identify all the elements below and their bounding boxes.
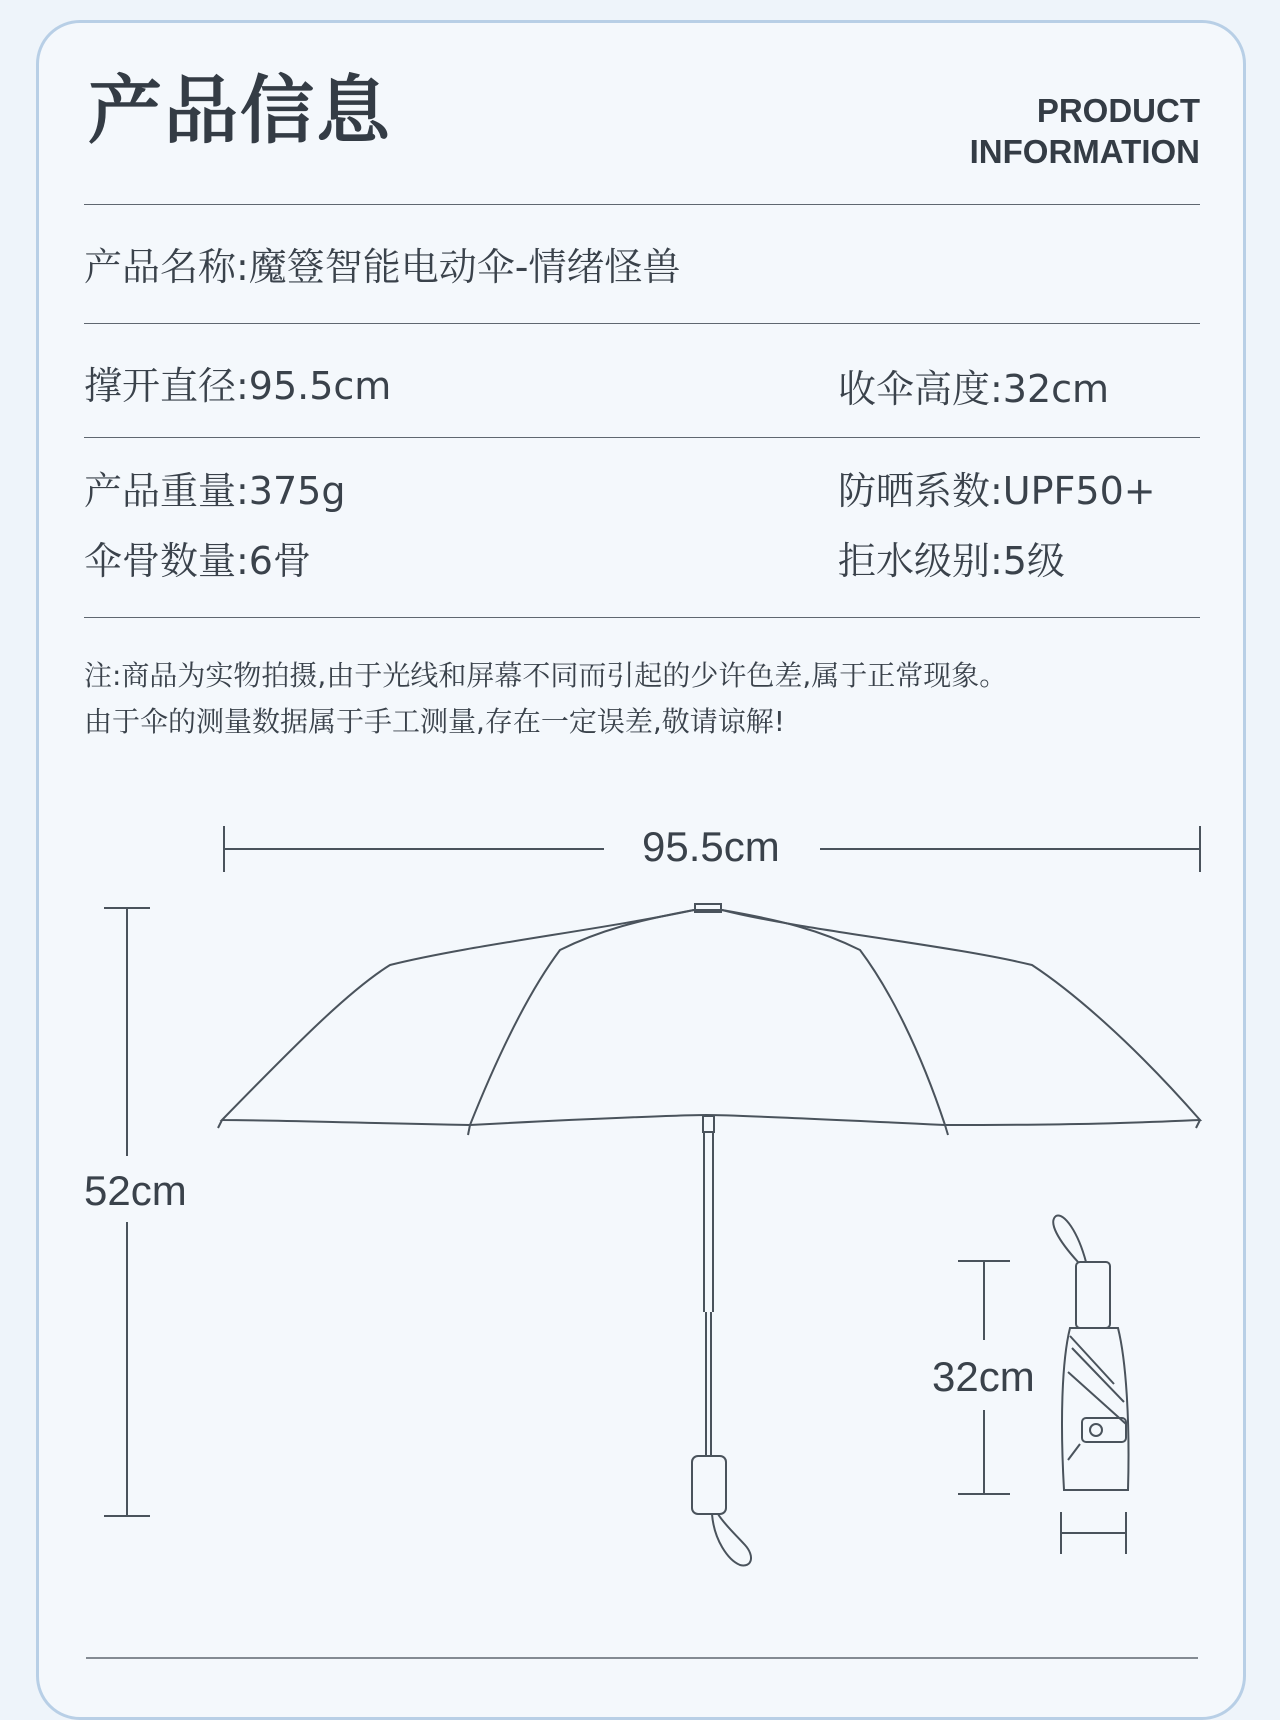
umbrella-wrist-strap: [712, 1514, 751, 1565]
width-dimension-label: 95.5cm: [642, 823, 780, 870]
shaft-top-segment: [703, 1116, 714, 1132]
closed-height-label: 32cm: [932, 1353, 1035, 1400]
closed-umbrella-strap-button-band: [1082, 1418, 1126, 1442]
note-line-2: 由于伞的测量数据属于手工测量,存在一定误差,敬请谅解!: [84, 705, 786, 738]
height-dimension-label: 52cm: [84, 1167, 187, 1214]
closed-umbrella-handle: [1076, 1262, 1110, 1328]
rib-tip: [945, 1125, 948, 1135]
closed-umbrella-body: [1062, 1328, 1129, 1490]
spec-water-repellency: 拒水级别:5级: [838, 539, 1065, 583]
closed-umbrella-fold-1: [1072, 1348, 1124, 1402]
closed-umbrella-fold-3: [1070, 1336, 1114, 1384]
closed-umbrella-snap: [1090, 1424, 1102, 1436]
spec-rib-count: 伞骨数量:6骨: [84, 539, 311, 583]
title-english-line2: INFORMATION: [969, 133, 1200, 170]
spec-product-name: 产品名称:魔簦智能电动伞-情绪怪兽: [84, 245, 681, 289]
page-title: 产品信息: [88, 68, 392, 154]
note-line-1: 注:商品为实物拍摄,由于光线和屏幕不同而引起的少许色差,属于正常现象。: [84, 659, 1008, 692]
closed-umbrella-fold-4: [1068, 1444, 1080, 1460]
spec-weight: 产品重量:375g: [84, 469, 346, 513]
rib-tip: [468, 1125, 470, 1135]
spec-uv-protection: 防晒系数:UPF50+: [838, 469, 1156, 513]
umbrella-handle: [692, 1456, 726, 1514]
title-english-line1: PRODUCT: [1036, 92, 1200, 129]
spec-closed-height: 收伞高度:32cm: [838, 367, 1110, 411]
umbrella-canopy-outline: [222, 910, 1200, 1125]
spec-open-diameter: 撑开直径:95.5cm: [84, 364, 392, 408]
rib-tip: [1196, 1120, 1200, 1128]
closed-umbrella-strap: [1053, 1215, 1086, 1262]
rib-tip: [218, 1120, 222, 1128]
closed-umbrella-fold-2: [1068, 1372, 1126, 1424]
